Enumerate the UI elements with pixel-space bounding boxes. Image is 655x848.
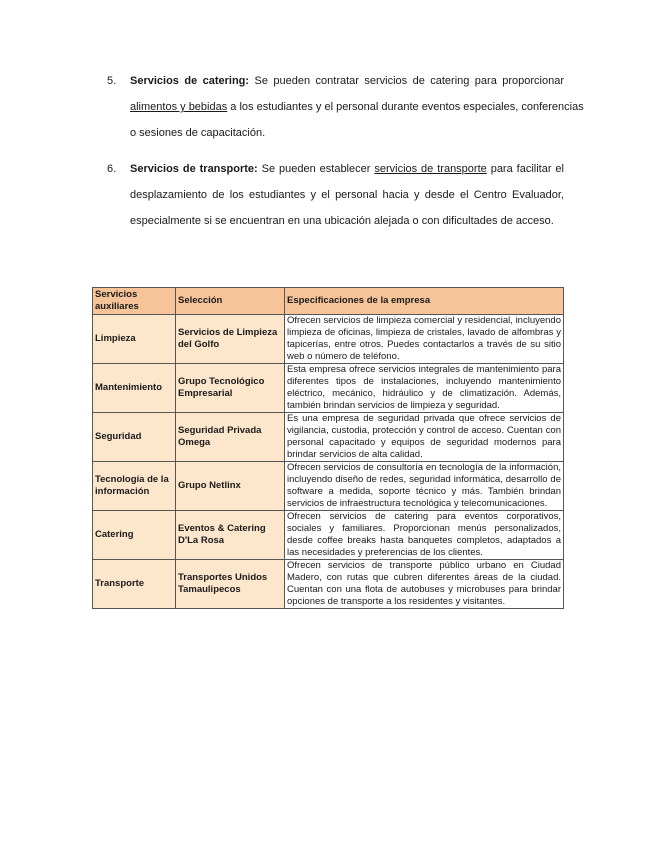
line: alimentos y bebidas a los estudiantes y el personal durante eventos especiales, conferencias — [130, 101, 584, 113]
list-number: 6. — [107, 163, 117, 175]
link-alimentos[interactable]: alimentos y bebidas — [130, 101, 228, 113]
list-text — [130, 68, 584, 146]
cell-service: Tecnología de la información — [93, 462, 176, 511]
cell-service: Limpieza — [93, 315, 176, 364]
line: o sesiones de capacitación. — [130, 127, 266, 139]
cell-service: Catering — [93, 511, 176, 560]
cell-spec: Ofrecen servicios de limpieza comercial y residencial, incluyendo limpieza de oficinas, limpieza de cristales, lavado de alfombras y tapicerías, entre otros. Puedes contactarlos a través de su sitio web o número de teléfono. — [285, 315, 564, 364]
cell-service: Transporte — [93, 560, 176, 609]
cell-selection: Seguridad Privada Omega — [176, 413, 285, 462]
line: especialmente si se encuentran en una ubicación alejada o con dificultades de acceso. — [130, 215, 554, 227]
cell-spec: Ofrecen servicios de transporte público urbano en Ciudad Madero, con rutas que cubren diferentes áreas de la ciudad. Cuentan con una flota de autobuses y microbuses para brindar opciones de transporte a los residentes y visitantes. — [285, 560, 564, 609]
cell-spec: Es una empresa de seguridad privada que ofrece servicios de vigilancia, custodia, protección y control de acceso. Cuentan con personal capacitado y equipos de seguridad modernos para brindar servicios de alta calidad. — [285, 413, 564, 462]
services-table — [92, 287, 564, 609]
list-text — [130, 156, 564, 234]
cell-service: Mantenimiento — [93, 364, 176, 413]
cell-spec: Esta empresa ofrece servicios integrales de mantenimiento para diferentes tipos de instalaciones, incluyendo mantenimiento eléctrico, mecánico, hidráulico y de climatización. Además, también brindan servicios de limpieza y seguridad. — [285, 364, 564, 413]
item-title: Servicios de transporte: — [130, 163, 258, 175]
cell-spec: Ofrecen servicios de consultoría en tecnología de la información, incluyendo diseño de redes, seguridad informática, desarrollo de software a medida, soporte técnico y más. También brindan servicios de infraestructura tecnológica y telecomunicaciones. — [285, 462, 564, 511]
item-title: Servicios de catering: — [130, 75, 250, 87]
table-row — [93, 560, 564, 609]
header-seleccion: Selección — [176, 288, 285, 315]
cell-selection: Eventos & Catering D'La Rosa — [176, 511, 285, 560]
list-number: 5. — [107, 75, 117, 87]
table-row — [93, 413, 564, 462]
cell-selection: Grupo Netlinx — [176, 462, 285, 511]
header-especificaciones: Especificaciones de la empresa — [285, 288, 564, 315]
cell-selection: Servicios de Limpieza del Golfo — [176, 315, 285, 364]
table-row — [93, 315, 564, 364]
line: Servicios de transporte: Se pueden establecer servicios de transporte para facilitar el — [130, 163, 564, 175]
table-header-row — [93, 288, 564, 315]
cell-selection: Transportes Unidos Tamaulipecos — [176, 560, 285, 609]
line: Servicios de catering: Se pueden contratar servicios de catering para proporcionar — [130, 75, 564, 87]
table-row — [93, 364, 564, 413]
table-row — [93, 511, 564, 560]
cell-spec: Ofrecen servicios de catering para eventos corporativos, sociales y familiares. Proporcionan menús personalizados, desde coffee breaks hasta banquetes completos, adaptados a las necesidades y preferencias de los clientes. — [285, 511, 564, 560]
header-servicios: Servicios auxiliares — [93, 288, 176, 315]
cell-service: Seguridad — [93, 413, 176, 462]
link-transporte[interactable]: servicios de transporte — [374, 163, 487, 175]
line: desplazamiento de los estudiantes y el personal hacia y desde el Centro Evaluador, — [130, 189, 564, 201]
table-row — [93, 462, 564, 511]
cell-selection: Grupo Tecnológico Empresarial — [176, 364, 285, 413]
